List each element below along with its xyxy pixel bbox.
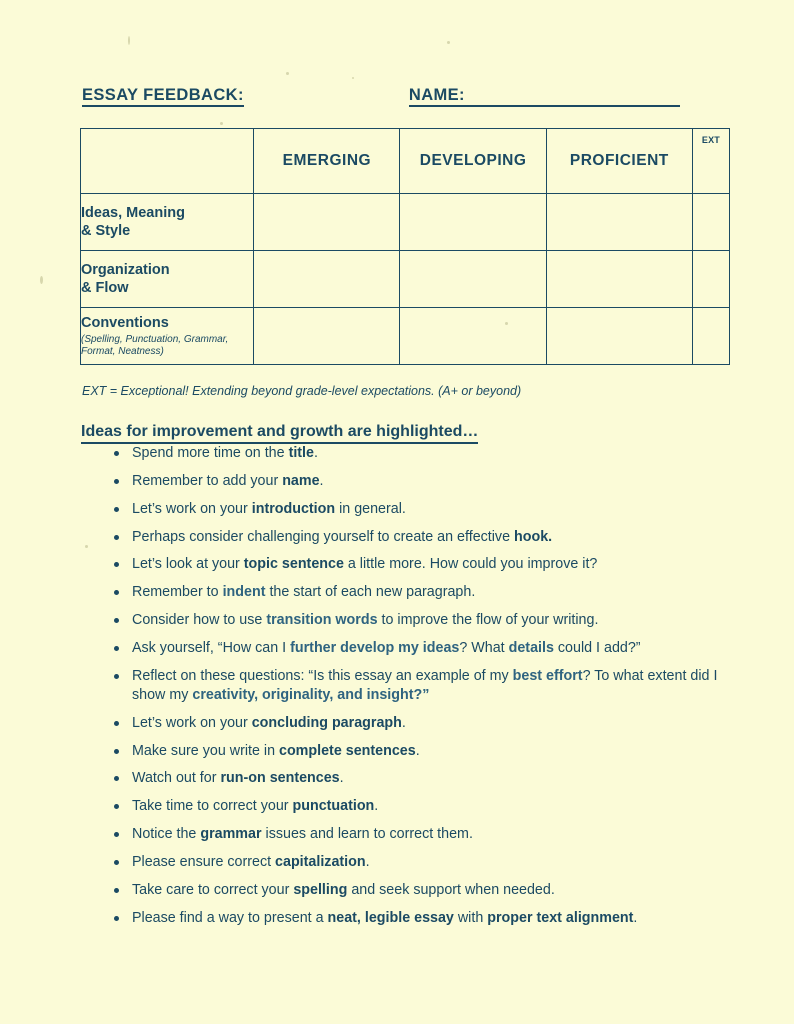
name-field-group [409, 86, 680, 107]
criterion-line-2: & Style [81, 223, 131, 239]
table-row [81, 194, 730, 251]
list-item: Take time to correct your punctuation. [132, 797, 752, 816]
list-item: Please find a way to present a neat, legible essay with proper text alignment. [132, 909, 752, 928]
cell-conventions-proficient[interactable] [546, 308, 692, 365]
rubric-col-ext: EXT [692, 129, 729, 194]
criterion-organization-flow [81, 251, 254, 308]
list-item: Notice the grammar issues and learn to correct them. [132, 825, 752, 844]
cell-conventions-ext[interactable] [692, 308, 729, 365]
list-item: Take care to correct your spelling and seek support when needed. [132, 881, 752, 900]
rubric-table [80, 128, 730, 365]
scan-speck [447, 41, 450, 44]
table-row [81, 308, 730, 365]
name-input-line[interactable] [465, 88, 680, 107]
cell-organization-developing[interactable] [400, 251, 546, 308]
cell-organization-proficient[interactable] [546, 251, 692, 308]
criterion-line-1: Organization [81, 261, 170, 278]
scan-speck [128, 36, 130, 45]
cell-ideas-developing[interactable] [400, 194, 546, 251]
cell-organization-emerging[interactable] [254, 251, 400, 308]
list-item: Let’s look at your topic sentence a little more. How could you improve it? [132, 555, 752, 574]
list-item: Let’s work on your concluding paragraph. [132, 714, 752, 733]
rubric-col-proficient: PROFICIENT [546, 129, 692, 194]
scan-speck [352, 77, 354, 79]
criterion-line-1: Ideas, Meaning [81, 204, 185, 221]
document-header [82, 86, 702, 107]
list-item: Remember to indent the start of each new paragraph. [132, 583, 752, 602]
cell-organization-ext[interactable] [692, 251, 729, 308]
list-item: Perhaps consider challenging yourself to create an effective hook. [132, 528, 752, 547]
cell-ideas-ext[interactable] [692, 194, 729, 251]
list-item: Ask yourself, “How can I further develop my ideas? What details could I add?” [132, 639, 752, 658]
scan-speck [40, 276, 43, 284]
scan-speck [85, 545, 88, 548]
table-row [81, 251, 730, 308]
name-label: NAME: [409, 86, 465, 107]
page-title: ESSAY FEEDBACK: [82, 86, 244, 107]
list-item: Consider how to use transition words to improve the flow of your writing. [132, 611, 752, 630]
scan-speck [220, 122, 223, 125]
cell-conventions-emerging[interactable] [254, 308, 400, 365]
rubric-col-developing: DEVELOPING [400, 129, 546, 194]
list-item: Spend more time on the title. [132, 444, 752, 463]
rubric-header-row [81, 129, 730, 194]
cell-ideas-emerging[interactable] [254, 194, 400, 251]
list-item: Let’s work on your introduction in general. [132, 500, 752, 519]
list-item: Make sure you write in complete sentences. [132, 742, 752, 761]
criterion-conventions [81, 308, 254, 365]
rubric-col-blank [81, 129, 254, 194]
list-item: Please ensure correct capitalization. [132, 853, 752, 872]
list-item: Reflect on these questions: “Is this essay an example of my best effort? To what extent did I show my creativity, originality, and insight?” [132, 667, 752, 705]
improvements-list [110, 444, 752, 937]
criterion-line-1: Conventions [81, 315, 169, 332]
ext-legend-note: EXT = Exceptional! Extending beyond grade-level expectations. (A+ or beyond) [82, 384, 522, 398]
criterion-line-2: & Flow [81, 280, 129, 296]
list-item: Watch out for run-on sentences. [132, 769, 752, 788]
rubric-col-emerging: EMERGING [254, 129, 400, 194]
cell-conventions-developing[interactable] [400, 308, 546, 365]
list-item: Remember to add your name. [132, 472, 752, 491]
scan-speck [286, 72, 289, 75]
improvements-heading: Ideas for improvement and growth are highlighted… [81, 423, 478, 444]
criterion-ideas-meaning-style [81, 194, 254, 251]
cell-ideas-proficient[interactable] [546, 194, 692, 251]
criterion-subtext: (Spelling, Punctuation, Grammar, Format, Neatness) [81, 334, 229, 358]
